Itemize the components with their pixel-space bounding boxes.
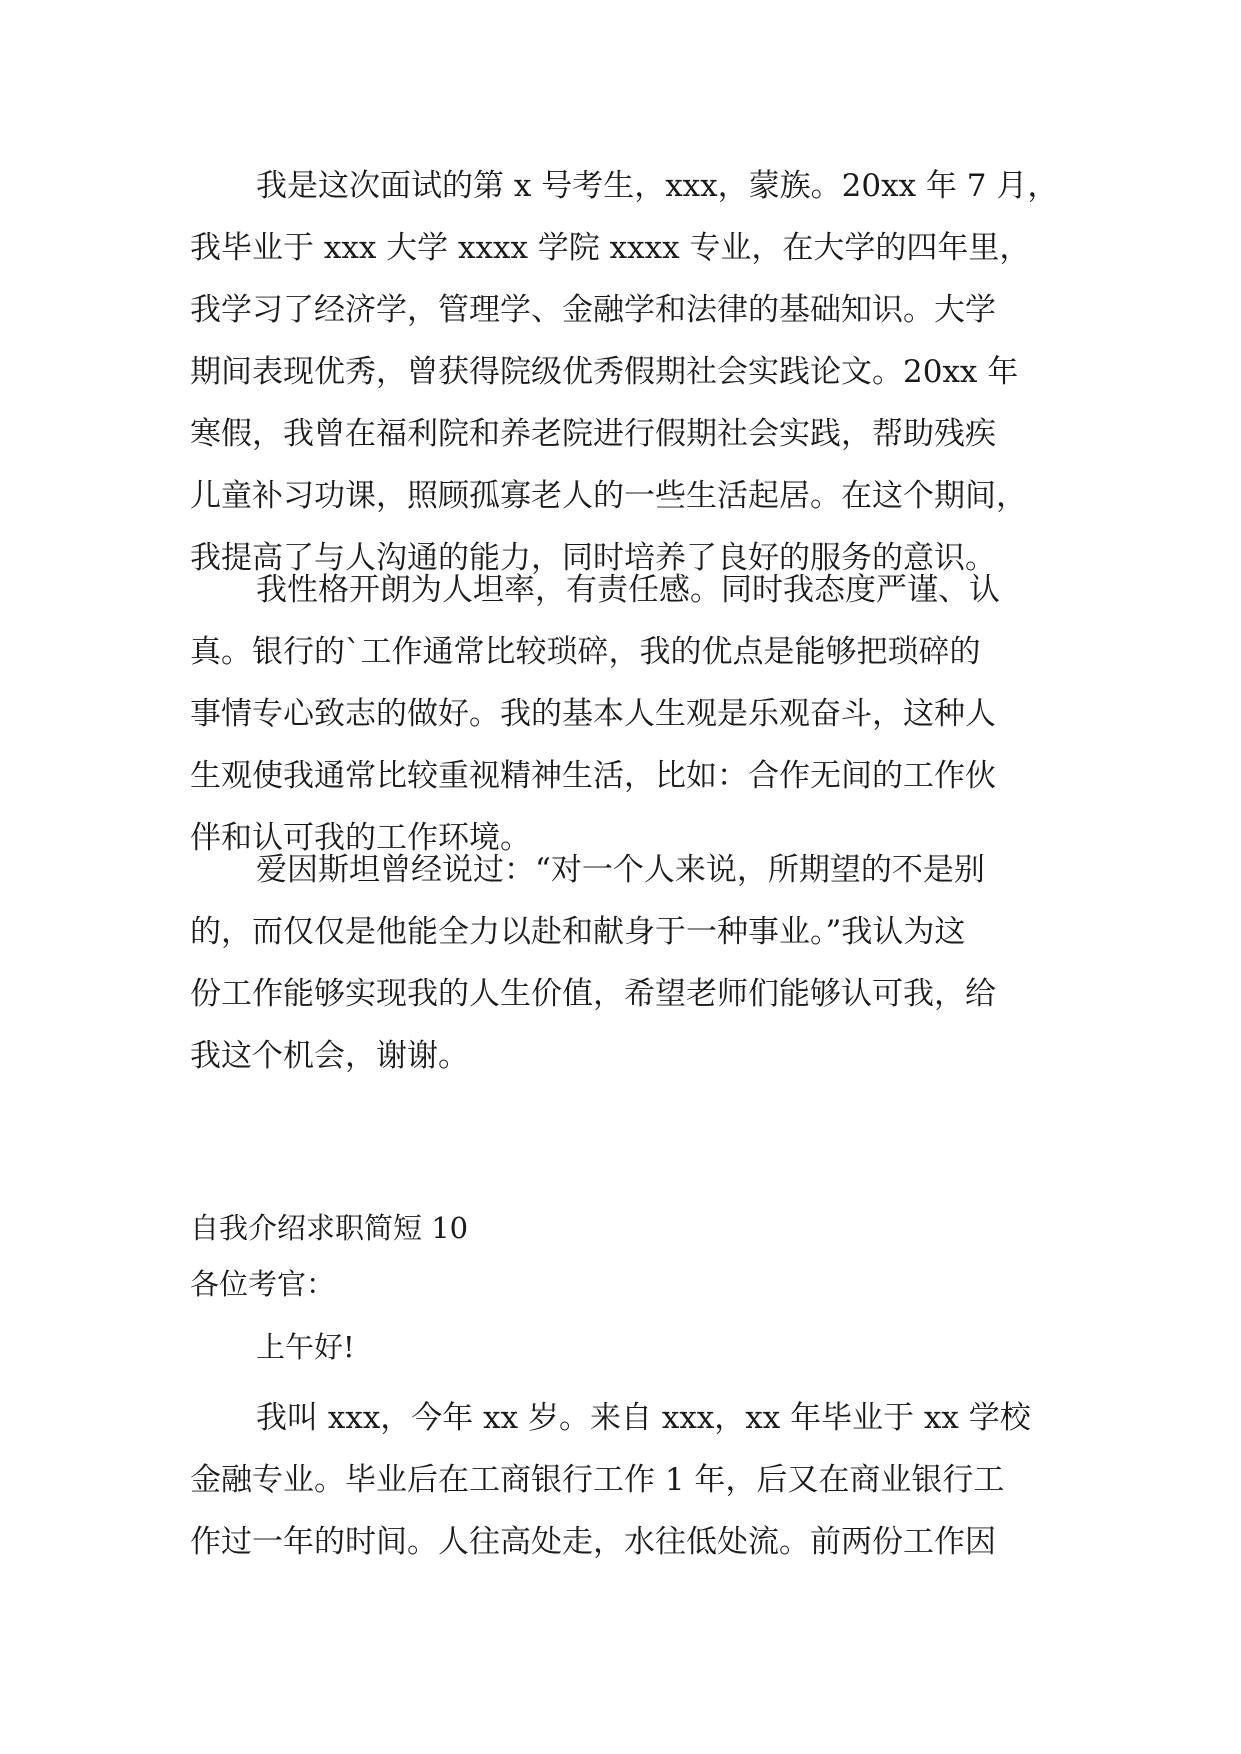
text-line: 生观使我通常比较重视精神生活，比如：合作无间的工作伙 (190, 758, 996, 794)
text-line: 爱因斯坦曾经说过：“对一个人来说，所期望的不是别 (256, 852, 985, 888)
text-line: 份工作能够实现我的人生价值，希望老师们能够认可我，给 (190, 976, 996, 1012)
text-line: 期间表现优秀，曾获得院级优秀假期社会实践论文。20xx 年 (190, 354, 1019, 390)
text-line: 事情专心致志的做好。我的基本人生观是乐观奋斗，这种人 (190, 696, 996, 732)
greeting: 上午好! (256, 1330, 355, 1364)
text-line: 作过一年的时间。人往高处走，水往低处流。前两份工作因 (190, 1524, 996, 1560)
salutation: 各位考官： (190, 1267, 336, 1301)
text-line: 金融专业。毕业后在工商银行工作 1 年，后又在商业银行工 (190, 1462, 1005, 1498)
section-title: 自我介绍求职简短 10 (190, 1211, 469, 1245)
text-line: 我毕业于 xxx 大学 xxxx 学院 xxxx 专业，在大学的四年里， (190, 230, 1031, 266)
text-line: 我叫 xxx，今年 xx 岁。来自 xxx，xx 年毕业于 xx 学校 (256, 1400, 1031, 1436)
text-line: 我性格开朗为人坦率，有责任感。同时我态度严谨、认 (256, 572, 1000, 608)
text-line: 我是这次面试的第 x 号考生，xxx，蒙族。20xx 年 7 月， (256, 168, 1059, 204)
text-line: 我这个机会，谢谢。 (190, 1038, 469, 1074)
text-line: 真。银行的`工作通常比较琐碎，我的优点是能够把琐碎的 (190, 634, 981, 670)
text-line: 寒假，我曾在福利院和养老院进行假期社会实践，帮助残疾 (190, 416, 996, 452)
text-line: 的，而仅仅是他能全力以赴和献身于一种事业。”我认为这 (190, 914, 966, 950)
text-line: 伴和认可我的工作环境。 (190, 820, 531, 856)
text-line: 我提高了与人沟通的能力，同时培养了良好的服务的意识。 (190, 540, 996, 576)
text-line: 我学习了经济学，管理学、金融学和法律的基础知识。大学 (190, 292, 996, 328)
text-line: 儿童补习功课，照顾孤寡老人的一些生活起居。在这个期间， (190, 478, 1027, 514)
